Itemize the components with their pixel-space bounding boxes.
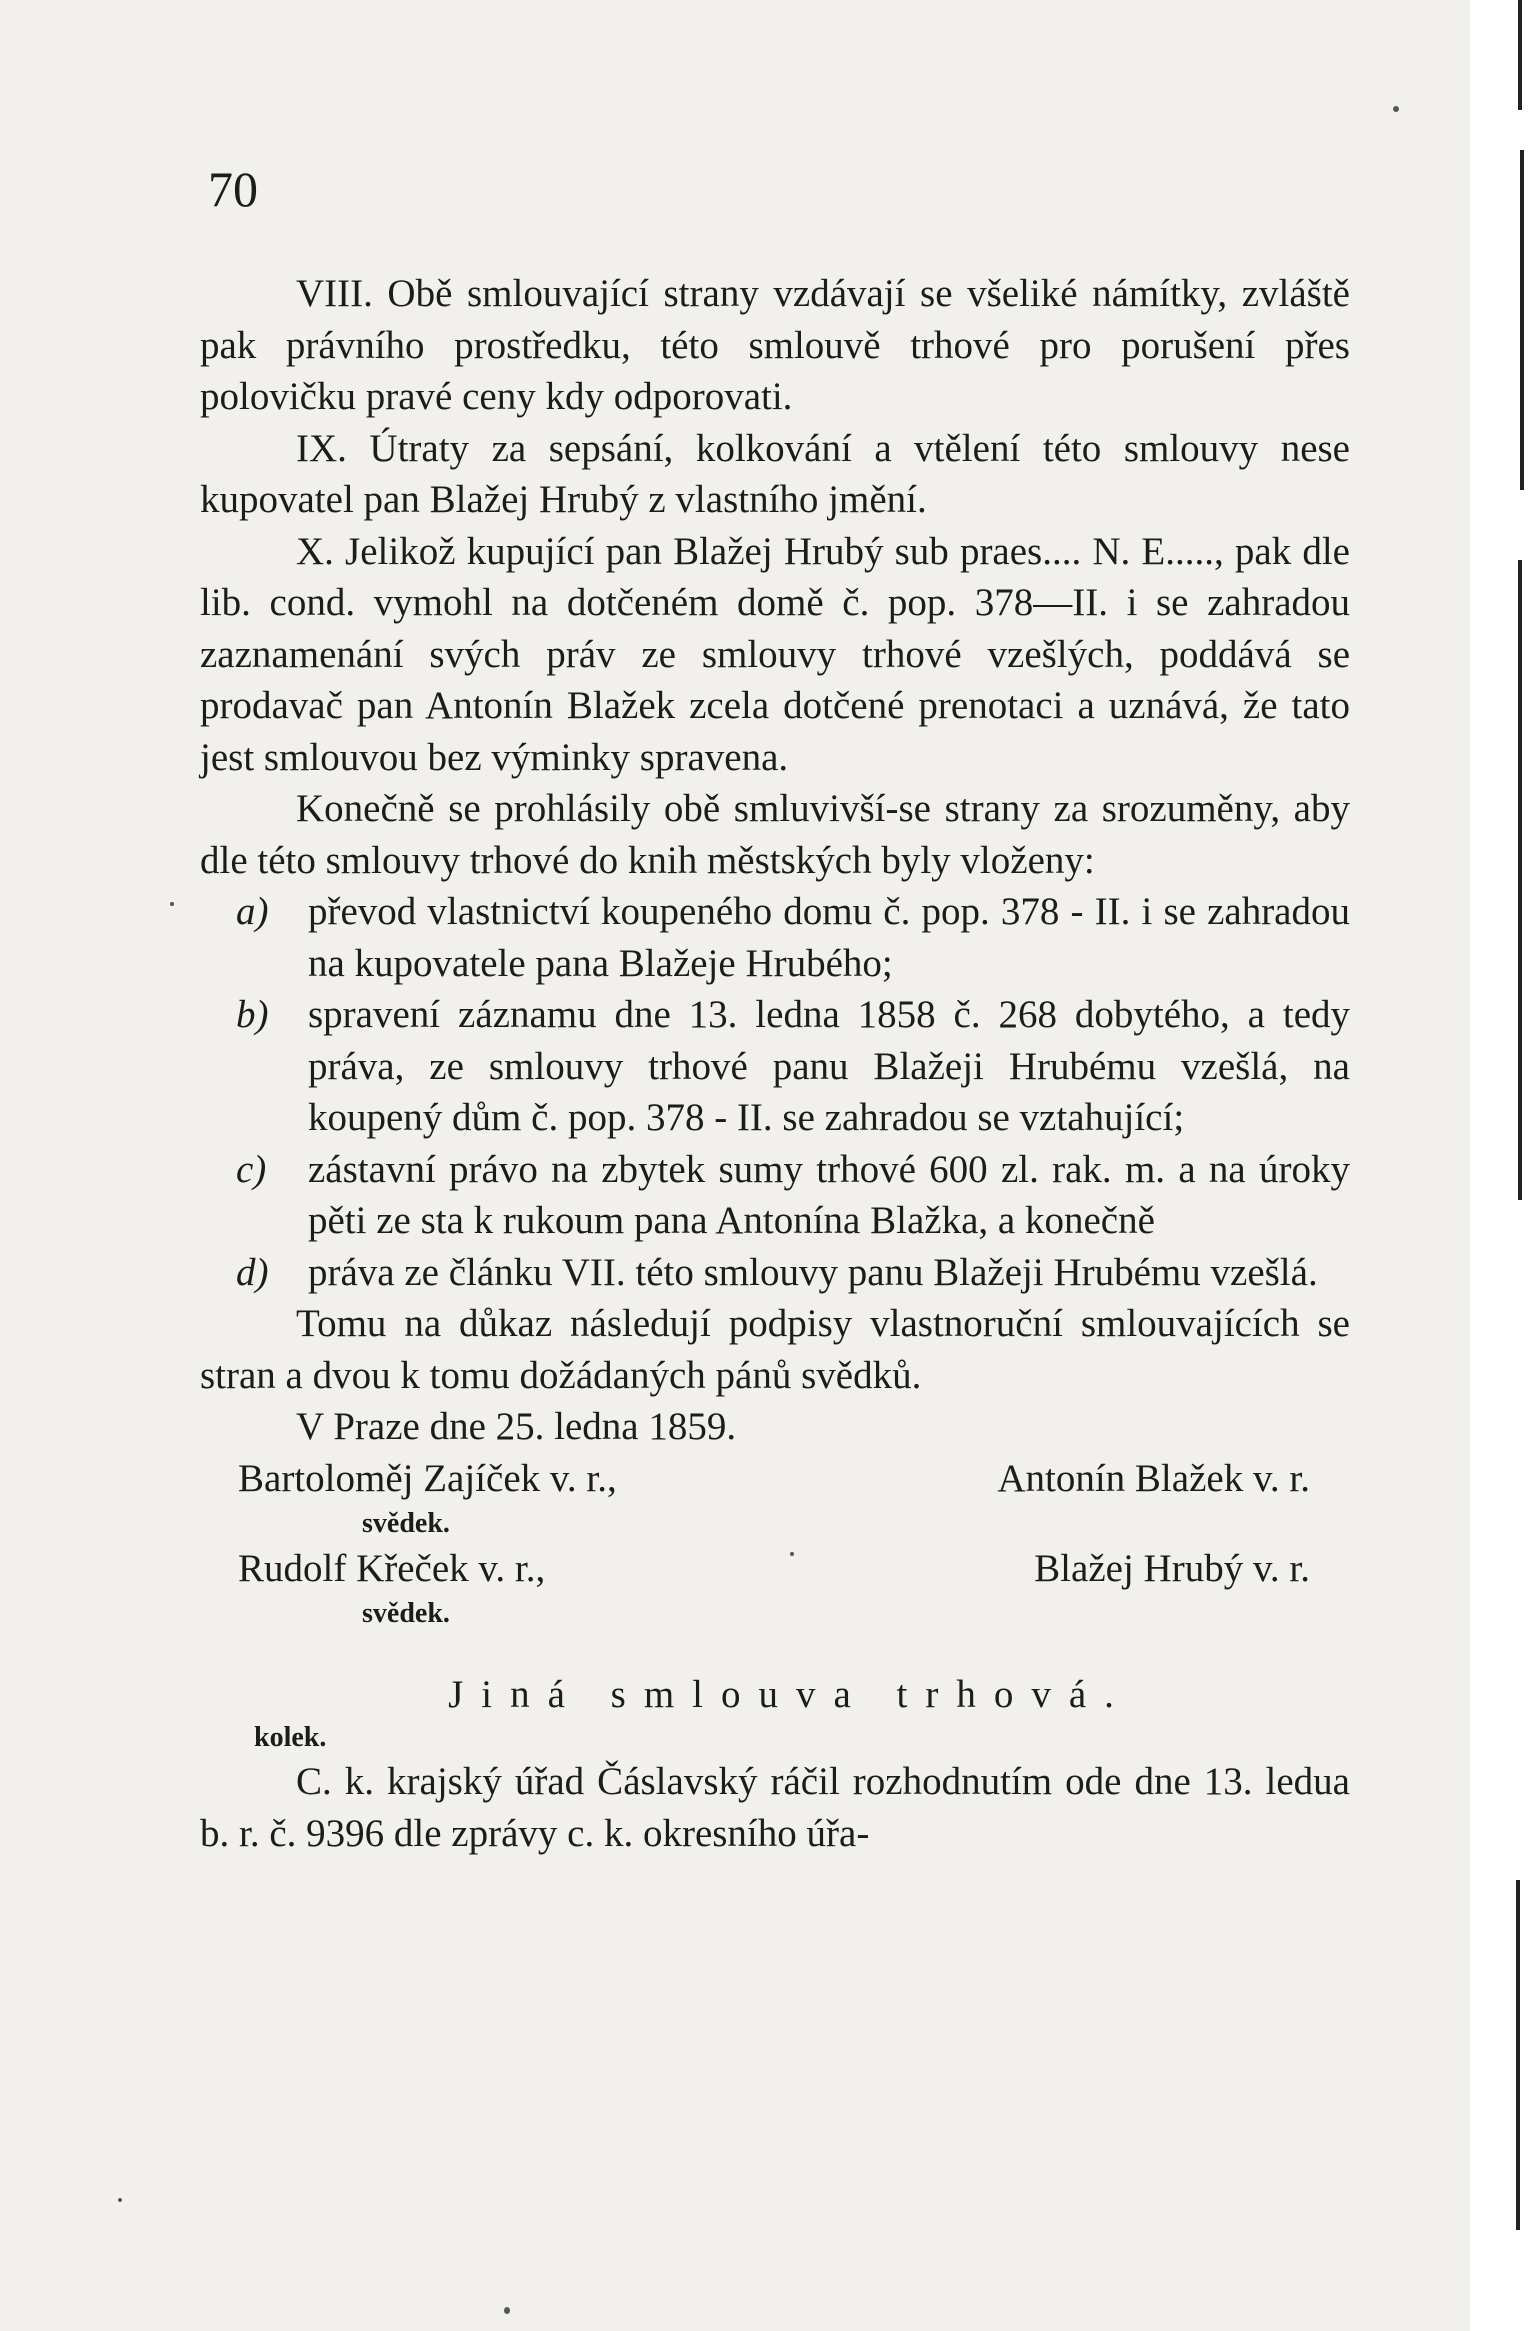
next-section-text: C. k. krajský úřad Čáslavský ráčil rozhodnutím ode dne 13. ledua b. r. č. 9396 dle zprávy c. k. okresního úřa- [200, 1760, 1350, 1855]
edge-line [1518, 560, 1522, 1200]
date-line: V Praze dne 25. ledna 1859. [296, 1405, 737, 1448]
list-text: spravení záznamu dne 13. ledna 1858 č. 268 dobytého, a tedy práva, ze smlouvy trhové panu Blažeji Hrubému vzešlá, na koupený dům č. pop. 378 - II. se zahradou se vztahující; [308, 993, 1350, 1139]
list-item-a [200, 886, 1350, 989]
closing-paragraph: Tomu na důkaz následují podpisy vlastnoruční smlouvajících se stran a dvou k tomu dožádaných pánů svědků. [200, 1302, 1350, 1397]
ink-speck [504, 2307, 510, 2314]
ink-speck [118, 2198, 122, 2202]
witness-signature: Rudolf Křeček v. r., [238, 1546, 546, 1590]
list-text: práva ze článku VII. této smlouvy panu Blažeji Hrubému vzešlá. [308, 1250, 1318, 1294]
signature-row [200, 1543, 1350, 1595]
edge-line [1520, 150, 1524, 490]
stamp-note: kolek. [254, 1722, 327, 1753]
party-signature: Blažej Hrubý v. r. [1034, 1546, 1310, 1590]
list-marker: b) [236, 993, 269, 1036]
paragraph-ix: IX. Útraty za sepsání, kolkování a vtělení této smlouvy nese kupovatel pan Blažej Hrubý z vlastního jmění. [200, 426, 1350, 521]
witness-role: svědek. [362, 1597, 450, 1629]
witness-role: svědek. [362, 1507, 450, 1539]
paragraph-konecne: Konečně se prohlásily obě smluvivší-se strany za srozuměny, aby dle této smlouvy trhové do knih městských byly vloženy: [200, 787, 1350, 882]
page-number: 70 [208, 161, 258, 217]
edge-line [1516, 1880, 1520, 2230]
signature-row [200, 1453, 1350, 1505]
party-signature: Antonín Blažek v. r. [997, 1456, 1310, 1500]
ink-speck [1393, 106, 1399, 112]
list-text: převod vlastnictví koupeného domu č. pop. 378 - II. i se zahradou na kupovatele pana Blažeje Hrubého; [308, 890, 1350, 985]
page-edge-strip [1470, 0, 1532, 2331]
paragraph-viii: VIII. Obě smlouvající strany vzdávají se všeliké námítky, zvláště pak právního prostředku, této smlouvě trhové pro porušení přes polovičku pravé ceny kdy odporovati. [200, 272, 1350, 418]
page-body [200, 268, 1350, 1859]
section-heading: Jiná smlouva trhová. [448, 1672, 1132, 1716]
list-item-d [200, 1247, 1350, 1299]
list-marker: a) [236, 890, 269, 933]
list-marker: d) [236, 1250, 269, 1294]
list-item-b [200, 989, 1350, 1144]
edge-line [1518, 0, 1522, 110]
ink-speck [170, 902, 174, 906]
paragraph-x: X. Jelikož kupující pan Blažej Hrubý sub praes.... N. E....., pak dle lib. cond. vymohl na dotčeném domě č. pop. 378—II. i se zahradou zaznamenání svých práv ze smlouvy trhové vzešlých, poddává se prodavač pan Antonín Blažek zcela dotčené prenotaci a uznává, že tato jest smlouvou bez výminky spravena. [200, 529, 1350, 779]
list-marker: c) [236, 1147, 267, 1191]
list-text: zástavní právo na zbytek sumy trhové 600 zl. rak. m. a na úroky pěti ze sta k rukoum pana Antonína Blažka, a konečně [308, 1147, 1350, 1242]
witness-signature: Bartoloměj Zajíček v. r., [238, 1456, 617, 1500]
list-item-c [200, 1144, 1350, 1247]
